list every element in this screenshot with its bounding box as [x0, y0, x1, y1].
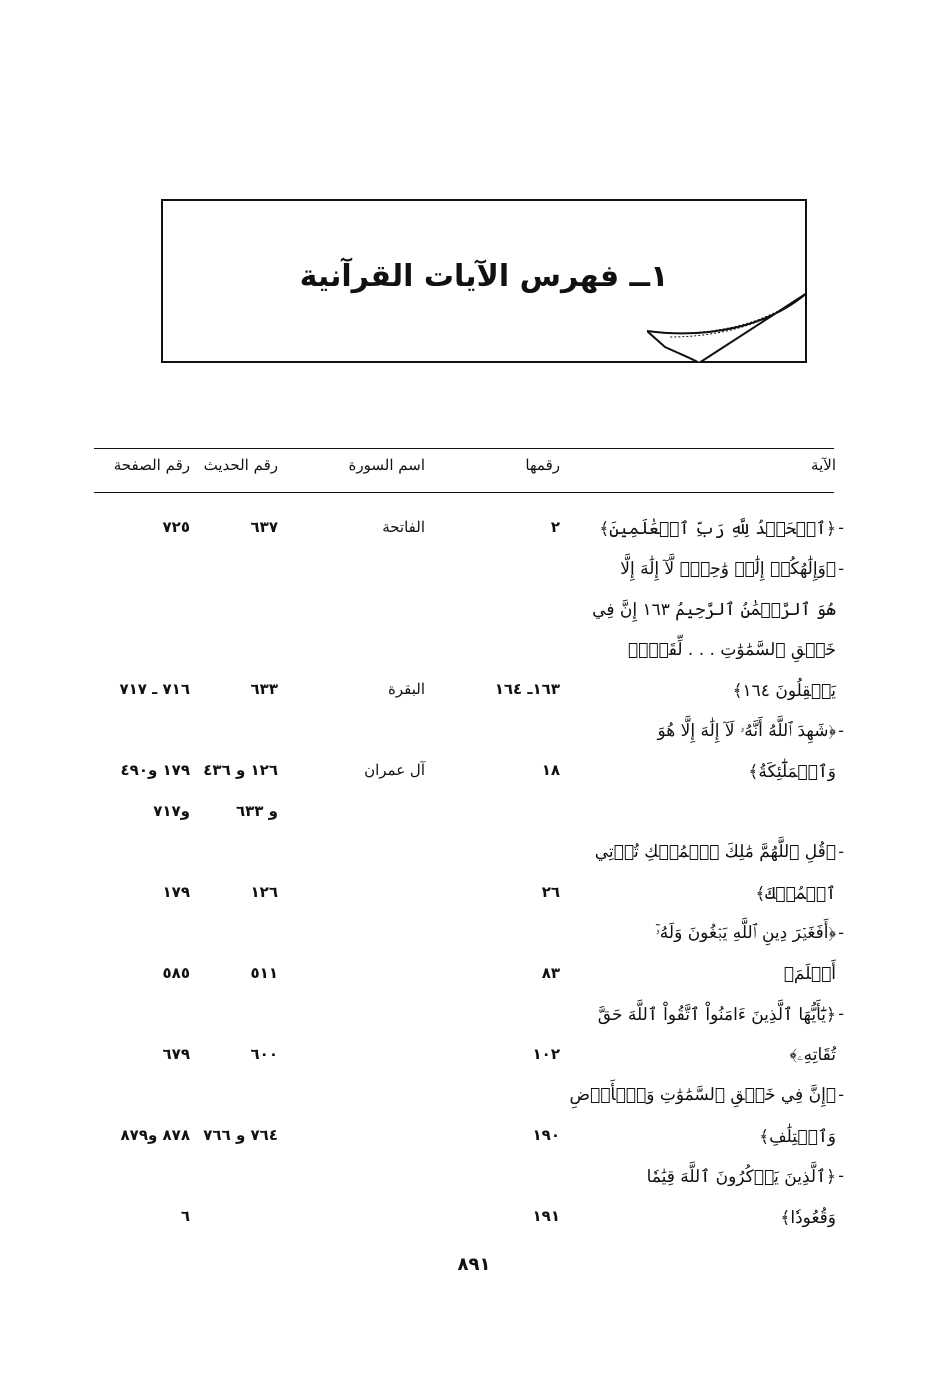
ayah-line: ﴿يَٰٓأَيُّهَا ٱلَّذِينَ ءَامَنُواْ ٱتَّقُواْ ٱللَّهَ حَقَّ [597, 1005, 836, 1025]
page-number-ref: ٥٨٥ [162, 963, 190, 982]
page-number-ref: ٦٧٩ [162, 1044, 190, 1063]
ayah-line: خَلۡقِ ٱلسَّمَٰوَٰتِ . . . لِّقَوۡمٖ [627, 639, 836, 660]
entry-dash: - [838, 1004, 844, 1024]
entry-dash: - [838, 558, 844, 579]
ayah-number: ٨٣ [541, 963, 560, 982]
header-hadith: رقم الحديث [203, 456, 278, 474]
header-bottom-rule [94, 492, 834, 493]
hadith-number: ٦٠٠ [250, 1044, 278, 1063]
entry-dash: - [838, 1166, 844, 1186]
ayah-line: ﴿شَهِدَ ٱللَّهُ أَنَّهُۥ لَآ إِلَٰهَ إِلَّا هُوَ [657, 720, 836, 741]
ayah-number: ٢ [550, 518, 560, 536]
page-number-ref: ١٧٩ [162, 882, 190, 901]
entry-dash: - [838, 842, 844, 862]
hadith-number: ١٢٦ [250, 882, 278, 901]
header-number: رقمها [525, 456, 560, 474]
page-number-ref: ٨٧٨ و٨٧٩ [120, 1125, 190, 1144]
ayah-line: يَعۡقِلُونَ ١٦٤﴾ [732, 681, 836, 701]
surah-name: آل عمران [364, 761, 425, 779]
surah-name: البقرة [388, 680, 425, 698]
surah-name: الفاتحة [382, 518, 425, 536]
ayah-line: ﴿أَفَغَيۡرَ دِينِ ٱللَّهِ يَبۡغُونَ وَلَهُۥٓ [655, 923, 836, 943]
title-box [161, 199, 807, 363]
entry-dash: - [838, 720, 844, 741]
entry-dash: - [838, 518, 844, 538]
hadith-number: ٦٣٧ [250, 518, 278, 536]
page-number-ref: ١٧٩ و٤٩٠ [120, 761, 190, 779]
ayah-line: ﴿وَإِلَٰهُكُمۡ إِلَٰهٞ وَٰحِدٞۖ لَّآ إِلَٰهَ إِلَّا [620, 558, 836, 579]
ayah-line: تُقَاتِهِۦ﴾ [789, 1044, 836, 1065]
page-curl-ornament [647, 287, 807, 363]
header-ayah: الآية [811, 456, 836, 474]
hadith-number: ٧٦٤ و ٧٦٦ [203, 1125, 278, 1144]
ayah-line: وَٱلۡمَلَٰٓئِكَةُ﴾ [748, 762, 836, 782]
ayah-number: ١٩٠ [532, 1125, 560, 1144]
entry-dash: - [838, 923, 844, 943]
ayah-line: ﴿قُلِ ٱللَّهُمَّ مَٰلِكَ ٱلۡمُلۡكِ تُؤۡتِي [594, 842, 836, 862]
ayah-number: ١٦٣ـ ١٦٤ [494, 680, 560, 698]
page-number-ref: ٧١٦ ـ ٧١٧ [119, 680, 190, 698]
ayah-line: هُوَ ٱلرَّحۡمَٰنُ ٱلرَّحِيمُ ١٦٣ إِنَّ فِي [592, 600, 836, 620]
ayah-number: ١٨ [541, 761, 560, 779]
page-number-ref: ٧٢٥ [162, 518, 190, 536]
header-page: رقم الصفحة [113, 456, 190, 474]
header-top-rule [94, 448, 834, 449]
ayah-line: ﴿ٱلۡحَمۡدُ لِلَّهِ رَبِّ ٱلۡعَٰلَمِينَ﴾ [599, 519, 836, 539]
ayah-number: ٢٦ [541, 882, 560, 901]
ayah-line: ٱلۡمُلۡكَ﴾ [755, 883, 836, 904]
header-surah: اسم السورة [348, 456, 425, 474]
page-number-ref: ٦ [180, 1206, 190, 1225]
hadith-number: ٦٣٣ [250, 680, 278, 698]
index-title: ١ــ فهرس الآيات القرآنية [299, 259, 669, 294]
ayah-line: وَقُعُودٗا﴾ [780, 1207, 836, 1228]
hadith-number: ٥١١ [250, 963, 278, 982]
hadith-number-cont: و ٦٣٣ [235, 801, 278, 820]
ayah-line: ﴿ٱلَّذِينَ يَذۡكُرُونَ ٱللَّهَ قِيَٰمٗا [646, 1167, 836, 1187]
ayah-line: أَسۡلَمَ﴾ [783, 963, 836, 984]
ayah-line: ﴿إِنَّ فِي خَلۡقِ ٱلسَّمَٰوَٰتِ وَٱلۡأَرۡضِ [569, 1085, 836, 1105]
page-number: ٨٩١ [457, 1254, 491, 1275]
hadith-number: ١٢٦ و ٤٣٦ [203, 761, 278, 779]
page-number-ref-cont: و٧١٧ [153, 801, 190, 820]
ayah-line: وَٱخۡتِلَٰفِ﴾ [759, 1126, 836, 1147]
entry-dash: - [838, 1085, 844, 1105]
ayah-number: ١٩١ [532, 1206, 560, 1225]
ayah-number: ١٠٢ [532, 1044, 560, 1063]
